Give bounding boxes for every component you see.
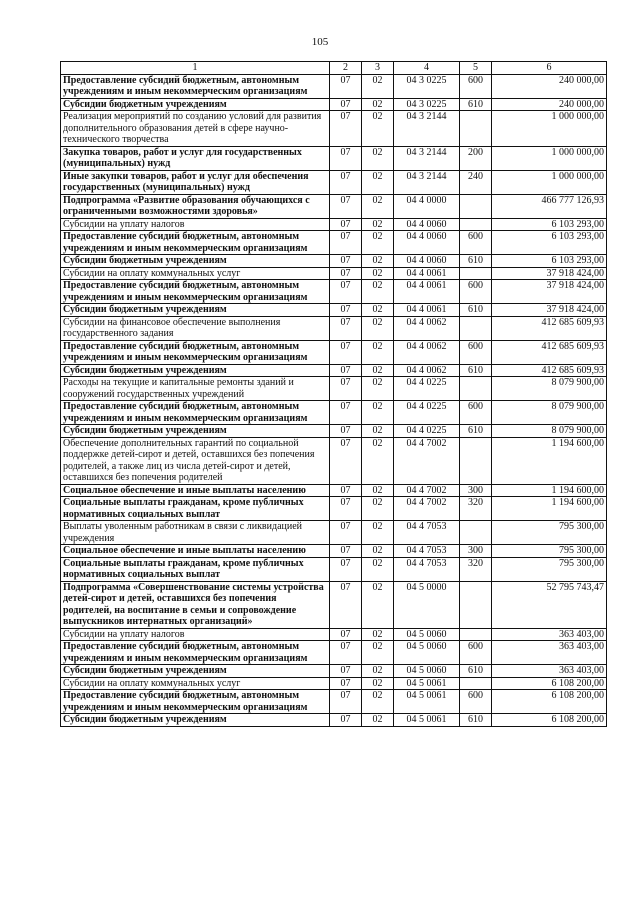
row-subsection-cell: 02 [362,170,394,194]
table-row [61,497,607,521]
table-row [61,628,607,641]
row-target-code-cell: 04 4 0060 [394,218,460,231]
row-expense-type-cell: 600 [460,340,492,364]
column-header-3: 3 [362,62,394,75]
row-section-cell: 07 [330,218,362,231]
row-name-cell: Субсидии на уплату налогов [61,628,330,641]
row-amount-cell: 6 108 200,00 [492,677,607,690]
table-row [61,316,607,340]
row-target-code-cell: 04 3 0225 [394,74,460,98]
row-expense-type-cell: 600 [460,690,492,714]
row-amount-cell: 412 685 609,93 [492,364,607,377]
row-target-code-cell: 04 4 7053 [394,521,460,545]
row-name-cell: Социальные выплаты гражданам, кроме публичных нормативных социальных выплат [61,497,330,521]
row-expense-type-cell [460,437,492,484]
row-section-cell: 07 [330,690,362,714]
row-name-cell: Предоставление субсидий бюджетным, автономным учреждениям и иным некоммерческим организациям [61,280,330,304]
header-row [61,62,607,75]
table-row [61,437,607,484]
row-section-cell: 07 [330,641,362,665]
row-amount-cell: 6 103 293,00 [492,231,607,255]
row-name-cell: Субсидии на финансовое обеспечение выполнения государственного задания [61,316,330,340]
row-subsection-cell: 02 [362,74,394,98]
row-target-code-cell: 04 4 0061 [394,267,460,280]
table-row [61,557,607,581]
row-subsection-cell: 02 [362,581,394,628]
row-section-cell: 07 [330,74,362,98]
row-subsection-cell: 02 [362,218,394,231]
table-row [61,377,607,401]
row-expense-type-cell: 610 [460,364,492,377]
table-row [61,267,607,280]
row-target-code-cell: 04 4 0062 [394,364,460,377]
row-target-code-cell: 04 5 0060 [394,641,460,665]
row-subsection-cell: 02 [362,146,394,170]
table-row [61,194,607,218]
row-expense-type-cell: 600 [460,401,492,425]
row-expense-type-cell: 600 [460,280,492,304]
table-row [61,231,607,255]
row-target-code-cell: 04 4 7002 [394,484,460,497]
row-amount-cell: 412 685 609,93 [492,316,607,340]
row-name-cell: Реализация мероприятий по созданию условий для развития дополнительного образования детей в сфере научно-технического творчества [61,111,330,147]
row-target-code-cell: 04 4 7053 [394,557,460,581]
row-name-cell: Субсидии бюджетным учреждениям [61,714,330,727]
row-amount-cell: 1 194 600,00 [492,437,607,484]
row-expense-type-cell: 300 [460,545,492,558]
row-section-cell: 07 [330,170,362,194]
row-subsection-cell: 02 [362,714,394,727]
row-target-code-cell: 04 4 7002 [394,437,460,484]
row-subsection-cell: 02 [362,497,394,521]
column-header-4: 4 [394,62,460,75]
row-amount-cell: 363 403,00 [492,665,607,678]
row-section-cell: 07 [330,377,362,401]
row-name-cell: Социальное обеспечение и иные выплаты населению [61,545,330,558]
row-amount-cell: 795 300,00 [492,557,607,581]
row-target-code-cell: 04 4 0061 [394,280,460,304]
table-row [61,218,607,231]
table-header [61,62,607,75]
row-name-cell: Социальное обеспечение и иные выплаты населению [61,484,330,497]
row-expense-type-cell: 610 [460,304,492,317]
row-section-cell: 07 [330,665,362,678]
row-target-code-cell: 04 4 0060 [394,255,460,268]
row-amount-cell: 240 000,00 [492,98,607,111]
row-subsection-cell: 02 [362,677,394,690]
row-section-cell: 07 [330,401,362,425]
row-name-cell: Предоставление субсидий бюджетным, автономным учреждениям и иным некоммерческим организациям [61,74,330,98]
row-name-cell: Субсидии бюджетным учреждениям [61,665,330,678]
row-name-cell: Субсидии бюджетным учреждениям [61,364,330,377]
row-name-cell: Иные закупки товаров, работ и услуг для обеспечения государственных (муниципальных) нужд [61,170,330,194]
row-expense-type-cell [460,377,492,401]
table-row [61,364,607,377]
row-name-cell: Обеспечение дополнительных гарантий по социальной поддержке детей-сирот и детей, оставшихся без попечения родителей, а также лиц из числа детей-сирот и детей, оставшихся без попечения родителей [61,437,330,484]
table-row [61,690,607,714]
row-name-cell: Подпрограмма «Развитие образования обучающихся с ограниченными возможностями здоровья» [61,194,330,218]
row-expense-type-cell [460,267,492,280]
row-amount-cell: 795 300,00 [492,521,607,545]
row-expense-type-cell [460,316,492,340]
row-amount-cell: 1 194 600,00 [492,484,607,497]
row-amount-cell: 412 685 609,93 [492,340,607,364]
row-target-code-cell: 04 4 0225 [394,425,460,438]
row-amount-cell: 363 403,00 [492,628,607,641]
table-row [61,111,607,147]
row-name-cell: Субсидии на уплату налогов [61,218,330,231]
row-section-cell: 07 [330,581,362,628]
row-section-cell: 07 [330,98,362,111]
row-subsection-cell: 02 [362,111,394,147]
row-amount-cell: 6 108 200,00 [492,690,607,714]
column-header-6: 6 [492,62,607,75]
row-expense-type-cell [460,677,492,690]
table-row [61,425,607,438]
row-section-cell: 07 [330,628,362,641]
row-name-cell: Предоставление субсидий бюджетным, автономным учреждениям и иным некоммерческим организациям [61,641,330,665]
row-name-cell: Субсидии бюджетным учреждениям [61,304,330,317]
row-section-cell: 07 [330,111,362,147]
row-target-code-cell: 04 4 0062 [394,340,460,364]
row-subsection-cell: 02 [362,401,394,425]
row-name-cell: Предоставление субсидий бюджетным, автономным учреждениям и иным некоммерческим организациям [61,231,330,255]
row-name-cell: Субсидии бюджетным учреждениям [61,425,330,438]
row-name-cell: Предоставление субсидий бюджетным, автономным учреждениям и иным некоммерческим организациям [61,340,330,364]
row-target-code-cell: 04 5 0061 [394,677,460,690]
page-number: 105 [311,36,329,48]
row-target-code-cell: 04 3 2144 [394,146,460,170]
row-subsection-cell: 02 [362,557,394,581]
row-subsection-cell: 02 [362,194,394,218]
row-expense-type-cell: 320 [460,497,492,521]
row-amount-cell: 8 079 900,00 [492,401,607,425]
row-subsection-cell: 02 [362,231,394,255]
row-target-code-cell: 04 4 7053 [394,545,460,558]
row-name-cell: Субсидии бюджетным учреждениям [61,98,330,111]
row-target-code-cell: 04 5 0060 [394,628,460,641]
row-amount-cell: 1 194 600,00 [492,497,607,521]
row-subsection-cell: 02 [362,316,394,340]
table-row [61,484,607,497]
row-name-cell: Субсидии на оплату коммунальных услуг [61,677,330,690]
row-target-code-cell: 04 3 2144 [394,170,460,194]
row-subsection-cell: 02 [362,690,394,714]
row-name-cell: Закупка товаров, работ и услуг для государственных (муниципальных) нужд [61,146,330,170]
budget-table [60,61,607,727]
row-target-code-cell: 04 3 0225 [394,98,460,111]
row-amount-cell: 6 103 293,00 [492,218,607,231]
row-expense-type-cell: 610 [460,714,492,727]
row-section-cell: 07 [330,316,362,340]
row-subsection-cell: 02 [362,267,394,280]
table-row [61,170,607,194]
row-section-cell: 07 [330,304,362,317]
row-section-cell: 07 [330,545,362,558]
row-subsection-cell: 02 [362,340,394,364]
column-header-5: 5 [460,62,492,75]
row-expense-type-cell: 610 [460,98,492,111]
row-name-cell: Подпрограмма «Совершенствование системы устройства детей-сирот и детей, оставшихся без попечения родителей, на воспитание в семьи и сопровождение выпускников интернатных организаций» [61,581,330,628]
table-row [61,255,607,268]
row-amount-cell: 37 918 424,00 [492,267,607,280]
row-target-code-cell: 04 5 0060 [394,665,460,678]
row-expense-type-cell: 240 [460,170,492,194]
row-name-cell: Предоставление субсидий бюджетным, автономным учреждениям и иным некоммерческим организациям [61,401,330,425]
row-amount-cell: 795 300,00 [492,545,607,558]
row-name-cell: Субсидии бюджетным учреждениям [61,255,330,268]
row-expense-type-cell: 610 [460,425,492,438]
row-section-cell: 07 [330,521,362,545]
row-subsection-cell: 02 [362,545,394,558]
table-row [61,401,607,425]
row-expense-type-cell [460,581,492,628]
row-subsection-cell: 02 [362,377,394,401]
row-name-cell: Предоставление субсидий бюджетным, автономным учреждениям и иным некоммерческим организациям [61,690,330,714]
row-expense-type-cell [460,521,492,545]
table-body [61,74,607,726]
row-target-code-cell: 04 5 0061 [394,714,460,727]
row-section-cell: 07 [330,267,362,280]
row-target-code-cell: 04 4 0225 [394,377,460,401]
row-amount-cell: 37 918 424,00 [492,280,607,304]
row-amount-cell: 6 103 293,00 [492,255,607,268]
row-section-cell: 07 [330,231,362,255]
row-subsection-cell: 02 [362,364,394,377]
row-amount-cell: 8 079 900,00 [492,377,607,401]
row-name-cell: Расходы на текущие и капитальные ремонты зданий и сооружений государственных учреждений [61,377,330,401]
row-section-cell: 07 [330,557,362,581]
row-section-cell: 07 [330,714,362,727]
table-row [61,665,607,678]
row-amount-cell: 1 000 000,00 [492,111,607,147]
table-row [61,146,607,170]
row-section-cell: 07 [330,194,362,218]
row-target-code-cell: 04 3 2144 [394,111,460,147]
row-name-cell: Выплаты уволенным работникам в связи с ликвидацией учреждения [61,521,330,545]
table-row [61,280,607,304]
row-section-cell: 07 [330,425,362,438]
row-subsection-cell: 02 [362,641,394,665]
row-target-code-cell: 04 4 7002 [394,497,460,521]
row-section-cell: 07 [330,364,362,377]
row-section-cell: 07 [330,255,362,268]
row-subsection-cell: 02 [362,521,394,545]
row-section-cell: 07 [330,437,362,484]
row-section-cell: 07 [330,146,362,170]
row-subsection-cell: 02 [362,437,394,484]
row-target-code-cell: 04 5 0061 [394,690,460,714]
row-target-code-cell: 04 4 0225 [394,401,460,425]
table-row [61,545,607,558]
table-row [61,98,607,111]
table-row [61,641,607,665]
table-row [61,340,607,364]
row-section-cell: 07 [330,340,362,364]
table-row [61,677,607,690]
row-section-cell: 07 [330,484,362,497]
table-row [61,581,607,628]
row-amount-cell: 1 000 000,00 [492,170,607,194]
row-expense-type-cell: 300 [460,484,492,497]
row-target-code-cell: 04 4 0062 [394,316,460,340]
row-target-code-cell: 04 5 0000 [394,581,460,628]
row-target-code-cell: 04 4 0000 [394,194,460,218]
row-amount-cell: 52 795 743,47 [492,581,607,628]
column-header-2: 2 [330,62,362,75]
row-expense-type-cell: 600 [460,74,492,98]
row-section-cell: 07 [330,497,362,521]
row-amount-cell: 37 918 424,00 [492,304,607,317]
row-expense-type-cell: 610 [460,665,492,678]
row-amount-cell: 363 403,00 [492,641,607,665]
row-expense-type-cell [460,628,492,641]
table-row [61,304,607,317]
table-row [61,714,607,727]
row-section-cell: 07 [330,677,362,690]
row-expense-type-cell [460,218,492,231]
row-expense-type-cell: 320 [460,557,492,581]
row-expense-type-cell [460,194,492,218]
row-expense-type-cell: 600 [460,231,492,255]
row-amount-cell: 1 000 000,00 [492,146,607,170]
row-subsection-cell: 02 [362,484,394,497]
row-amount-cell: 8 079 900,00 [492,425,607,438]
row-subsection-cell: 02 [362,280,394,304]
row-name-cell: Субсидии на оплату коммунальных услуг [61,267,330,280]
row-subsection-cell: 02 [362,98,394,111]
row-amount-cell: 466 777 126,93 [492,194,607,218]
row-expense-type-cell: 610 [460,255,492,268]
row-subsection-cell: 02 [362,425,394,438]
row-section-cell: 07 [330,280,362,304]
row-subsection-cell: 02 [362,304,394,317]
row-name-cell: Социальные выплаты гражданам, кроме публичных нормативных социальных выплат [61,557,330,581]
row-subsection-cell: 02 [362,665,394,678]
row-subsection-cell: 02 [362,255,394,268]
row-amount-cell: 240 000,00 [492,74,607,98]
row-expense-type-cell: 200 [460,146,492,170]
row-subsection-cell: 02 [362,628,394,641]
row-expense-type-cell: 600 [460,641,492,665]
row-target-code-cell: 04 4 0061 [394,304,460,317]
row-target-code-cell: 04 4 0060 [394,231,460,255]
row-amount-cell: 6 108 200,00 [492,714,607,727]
column-header-1: 1 [61,62,330,75]
table-row [61,74,607,98]
table-row [61,521,607,545]
row-expense-type-cell [460,111,492,147]
